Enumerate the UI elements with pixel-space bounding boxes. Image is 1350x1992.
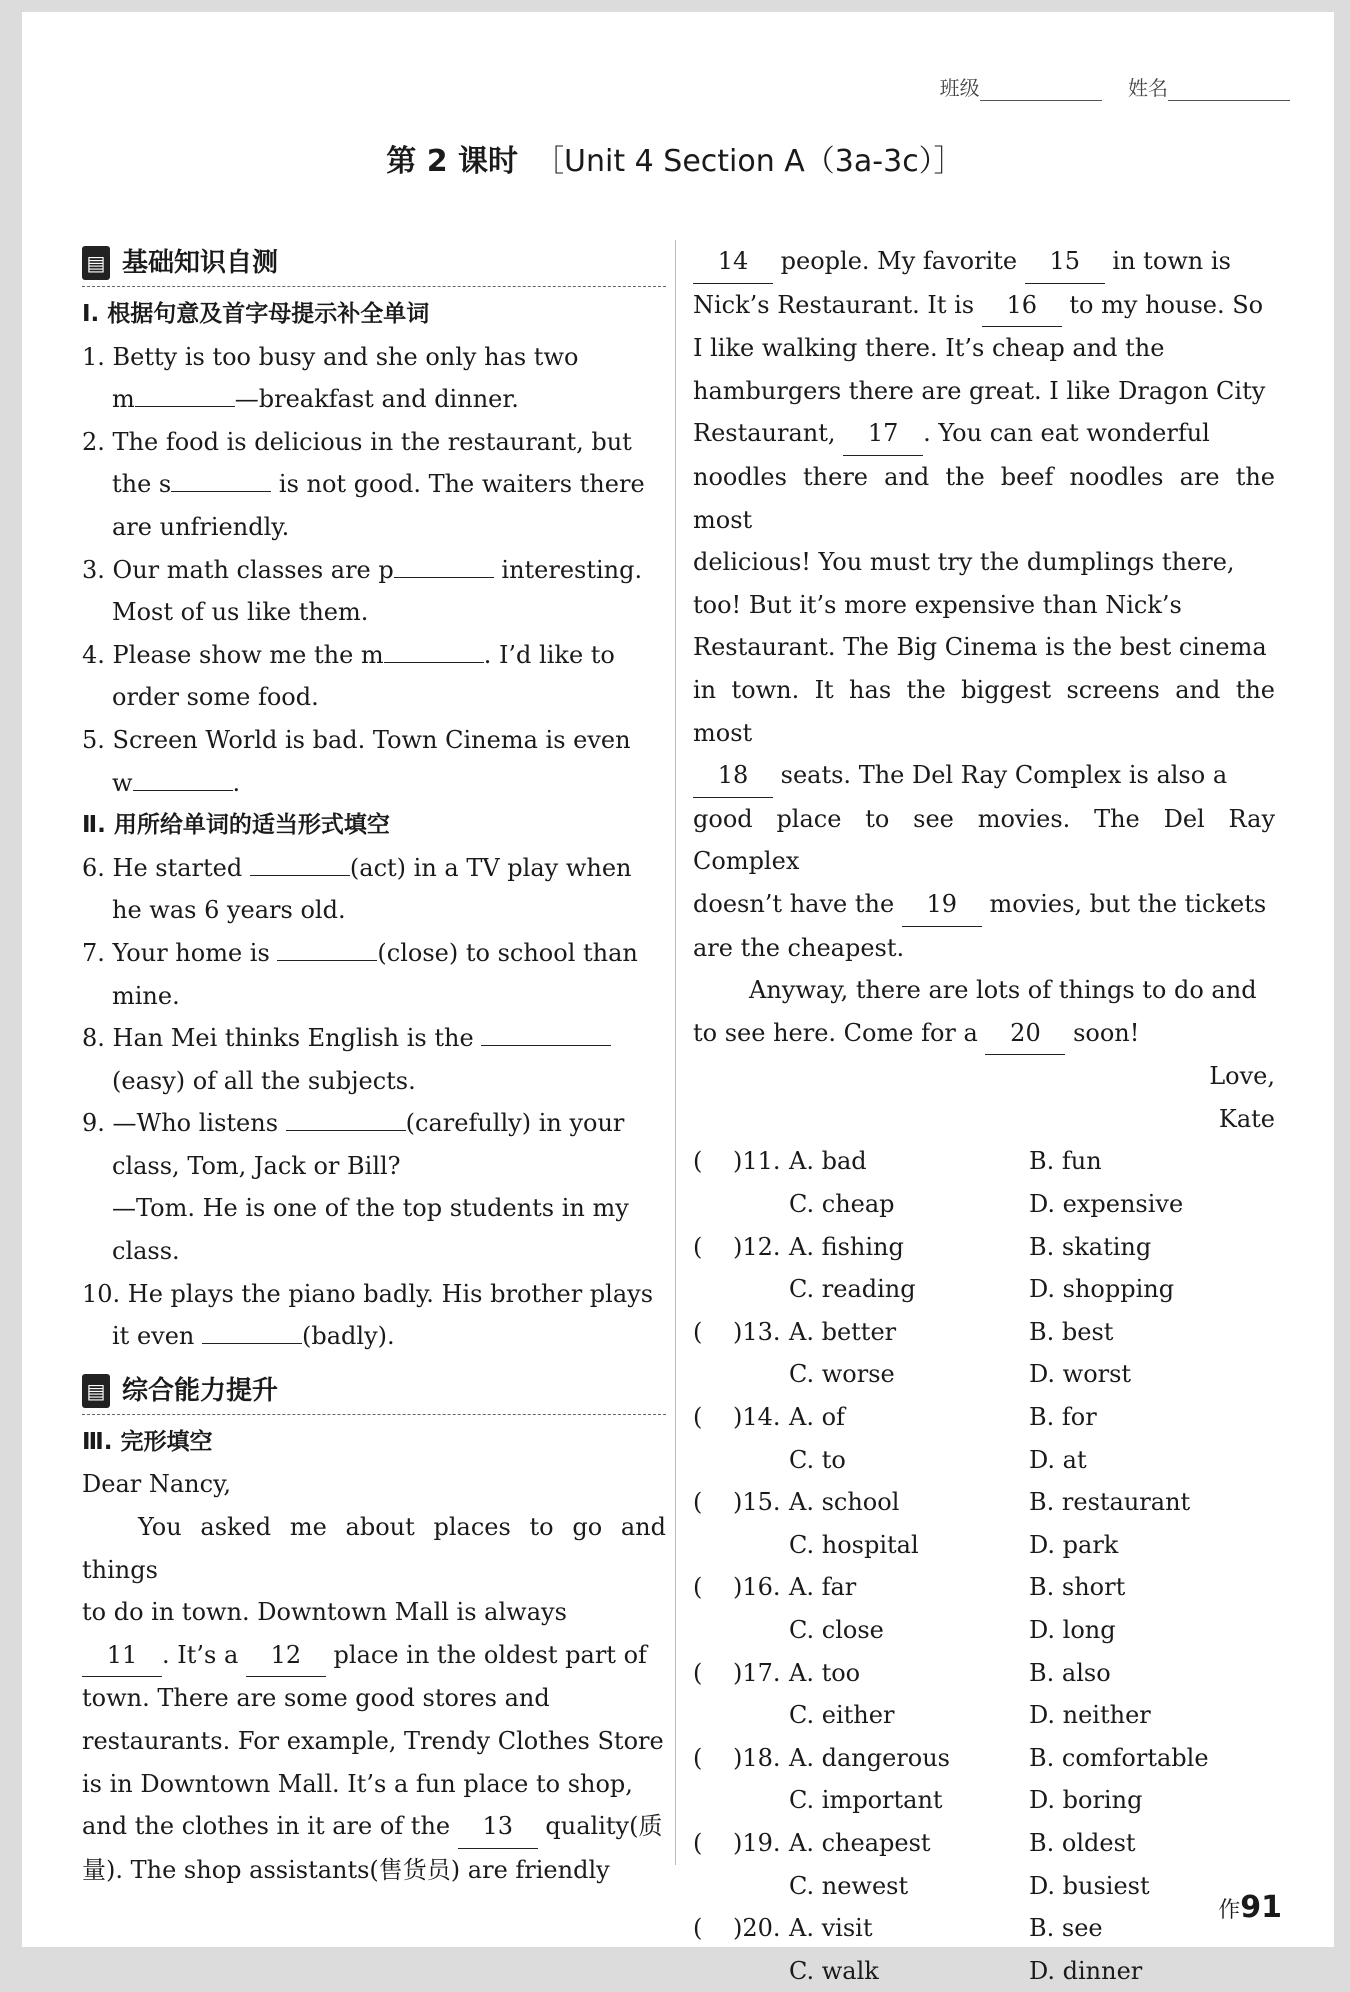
option-row-15b: C. hospital D. park [693,1524,1275,1567]
signature: Kate [693,1098,1275,1141]
book-icon: ▤ [82,1374,110,1408]
question-1: 1. Betty is too busy and she only has two m —breakfast and dinner. [82,336,666,421]
option-row-20b: C. walk D. dinner [693,1950,1275,1992]
option-row-15: ( )15. A. school B. restaurant [693,1481,1275,1524]
question-9: 9. —Who listens (carefully) in your class, Tom, Jack or Bill? —Tom. He is one of the top students in my class. [82,1102,666,1272]
answer-blank[interactable] [277,934,377,961]
answer-blank[interactable] [135,380,235,407]
page-number: 作91 [1218,1890,1282,1925]
option-row-14b: C. to D. at [693,1439,1275,1482]
option-row-20: ( )20. A. visit B. see [693,1907,1275,1950]
question-7: 7. Your home is (close) to school than mine. [82,932,666,1017]
question-4: 4. Please show me the m . I’d like to order some food. [82,634,666,719]
left-column [82,240,666,1891]
answer-blank[interactable] [384,636,484,663]
option-row-11: ( )11. A. bad B. fun [693,1140,1275,1183]
book-icon: ▤ [82,246,110,280]
option-row-17b: C. either D. neither [693,1694,1275,1737]
option-row-19b: C. newest D. busiest [693,1865,1275,1908]
part-3-heading: Ⅲ. 完形填空 [82,1421,666,1464]
options-list [693,1140,1275,1992]
class-field[interactable] [980,80,1102,101]
name-field[interactable] [1168,80,1290,101]
answer-blank[interactable] [133,764,233,791]
option-row-14: ( )14. A. of B. for [693,1396,1275,1439]
question-10: 10. He plays the piano badly. His brother plays it even (badly). [82,1273,666,1358]
cloze-blank-14[interactable]: 14 [693,240,773,284]
cloze-passage-start: Dear Nancy, You asked me about places to go and things to do in town. Downtown Mall is always 11 . It’s a 12 place in the oldest part of town. There are some good stores and restaurants. For example, Trendy Clothes Store is in Downtown Mall. It’s a fun place to shop, and the clothes in it are of the 13 quality(质 量). The shop assistants(售货员) are friendly [82,1463,666,1891]
answer-blank[interactable] [286,1104,406,1131]
option-row-13: ( )13. A. better B. best [693,1311,1275,1354]
cloze-blank-13[interactable]: 13 [458,1805,538,1849]
answer-blank[interactable] [202,1317,302,1344]
lesson-title [0,136,1350,180]
class-label: 班级 [940,76,980,100]
question-3: 3. Our math classes are p interesting. Most of us like them. [82,549,666,634]
option-row-12b: C. reading D. shopping [693,1268,1275,1311]
answer-blank[interactable] [394,551,494,578]
cloze-blank-15[interactable]: 15 [1025,240,1105,284]
column-divider [675,240,676,1865]
option-row-16b: C. close D. long [693,1609,1275,1652]
answer-blank[interactable] [481,1019,611,1046]
right-column [693,240,1275,1992]
part-1-heading: Ⅰ. 根据句意及首字母提示补全单词 [82,293,666,336]
option-row-11b: C. cheap D. expensive [693,1183,1275,1226]
option-row-13b: C. worse D. worst [693,1353,1275,1396]
answer-blank[interactable] [171,465,271,492]
section-heading-advanced: ▤ 综合能力提升 [82,1368,666,1415]
cloze-passage-continued: 14 people. My favorite 15 in town is Nick’s Restaurant. It is 16 to my house. So I like walking there. It’s cheap and the hamburgers there are great. I like Dragon City Restaurant, 17 . You can eat wonderful noodles there and the beef noodles are the most delicious! You must try the dumplings there, too! But it’s more expensive than Nick’s Restaurant. The Big Cinema is the best cinema in town. It has the biggest screens and the most 18 seats. The Del Ray Complex is also a good place to see movies. The Del Ray Complex doesn’t have the 19 movies, but the tickets are the cheapest. Anyway, there are lots of things to do and to see here. Come for a 20 soon! Love, Kate [693,240,1275,1140]
option-row-18: ( )18. A. dangerous B. comfortable [693,1737,1275,1780]
question-5: 5. Screen World is bad. Town Cinema is even w . [82,719,666,804]
option-row-18b: C. important D. boring [693,1779,1275,1822]
student-info-fields [920,72,1290,101]
answer-blank[interactable] [250,849,350,876]
question-8: 8. Han Mei thinks English is the (easy) of all the subjects. [82,1017,666,1102]
cloze-blank-18[interactable]: 18 [693,754,773,798]
option-row-16: ( )16. A. far B. short [693,1566,1275,1609]
question-6: 6. He started (act) in a TV play when he was 6 years old. [82,847,666,932]
unit-title: ［Unit 4 Section A（3a-3c）］ [534,144,964,179]
option-row-17: ( )17. A. too B. also [693,1652,1275,1695]
name-label: 姓名 [1128,76,1168,100]
section-heading-basic: ▤ 基础知识自测 [82,240,666,287]
part-2-heading: Ⅱ. 用所给单词的适当形式填空 [82,804,666,847]
lesson-number: 第 2 课时 [386,144,518,179]
cloze-blank-17[interactable]: 17 [843,412,923,456]
closing: Love, [693,1055,1275,1098]
option-row-12: ( )12. A. fishing B. skating [693,1226,1275,1269]
cloze-blank-20[interactable]: 20 [985,1012,1065,1056]
question-2: 2. The food is delicious in the restaurant, but the s is not good. The waiters there are unfriendly. [82,421,666,549]
cloze-blank-16[interactable]: 16 [982,284,1062,328]
cloze-blank-12[interactable]: 12 [246,1634,326,1678]
cloze-blank-11[interactable]: 11 [82,1634,162,1678]
option-row-19: ( )19. A. cheapest B. oldest [693,1822,1275,1865]
cloze-blank-19[interactable]: 19 [902,883,982,927]
